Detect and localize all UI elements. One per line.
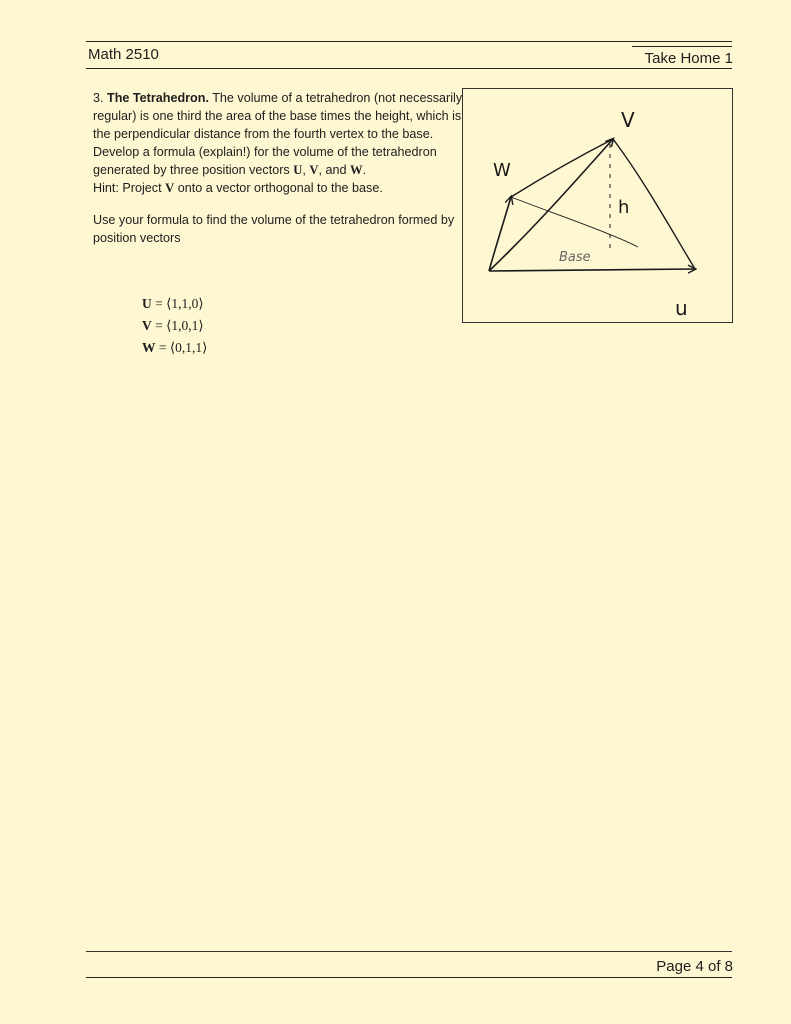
problem-instruction: Use your formula to find the volume of the tetrahedron formed by position vectors [93, 213, 455, 245]
assignment-title: Take Home 1 [644, 50, 733, 67]
vector-u-arrow [489, 269, 695, 271]
hint-prefix: Hint: Project [93, 181, 166, 195]
label-base: Base [559, 250, 591, 265]
problem-text-1: The volume of a tetrahedron (not necessarily regular) is one third the area of the base times the height, which is the perpendicular distance from the fourth vertex to the base. Develop a formula (explain!) for the volume of the tetrahedron generated by three position vectors [93, 91, 463, 177]
vector-name: U [142, 296, 152, 311]
problem-paragraph [93, 89, 463, 197]
vector-value: = ⟨1,1,0⟩ [155, 296, 204, 311]
vector-v-ref: V [309, 163, 319, 177]
problem-text-2: . [362, 163, 367, 177]
header-rule [86, 68, 732, 69]
label-w: W [493, 160, 511, 181]
vector-v-arrow [489, 139, 613, 271]
label-h: h [618, 197, 630, 218]
course-title: Math 2510 [88, 46, 159, 63]
vector-w-ref: W [349, 163, 363, 177]
header-top-rule [86, 41, 732, 42]
tetrahedron-sketch [463, 89, 732, 322]
problem-statement [93, 89, 463, 247]
vector-value: = ⟨1,0,1⟩ [155, 318, 204, 333]
vector-value: = ⟨0,1,1⟩ [158, 340, 208, 355]
vector-name: V [142, 318, 152, 333]
problem-number: 3. [93, 91, 104, 105]
vector-u-ref: U [293, 163, 303, 177]
hint-vector: V [165, 181, 175, 195]
label-u: u [675, 296, 688, 320]
vector-v-row [142, 315, 207, 337]
tetrahedron-figure [462, 88, 733, 323]
hint-suffix: onto a vector orthogonal to the base. [174, 181, 383, 195]
header-right-separator [632, 46, 732, 47]
vector-list [142, 293, 207, 359]
label-v: V [621, 108, 635, 132]
footer-rule [86, 977, 732, 978]
footer-top-rule [86, 951, 732, 952]
problem-title: The Tetrahedron. [107, 91, 209, 105]
separator-2: , and [318, 163, 350, 177]
vector-name: W [142, 340, 156, 355]
separator-1: , [302, 163, 310, 177]
page-number: Page 4 of 8 [656, 958, 733, 975]
vector-w-row [142, 337, 207, 359]
vector-u-row [142, 293, 207, 315]
edge-w-v [511, 139, 613, 197]
